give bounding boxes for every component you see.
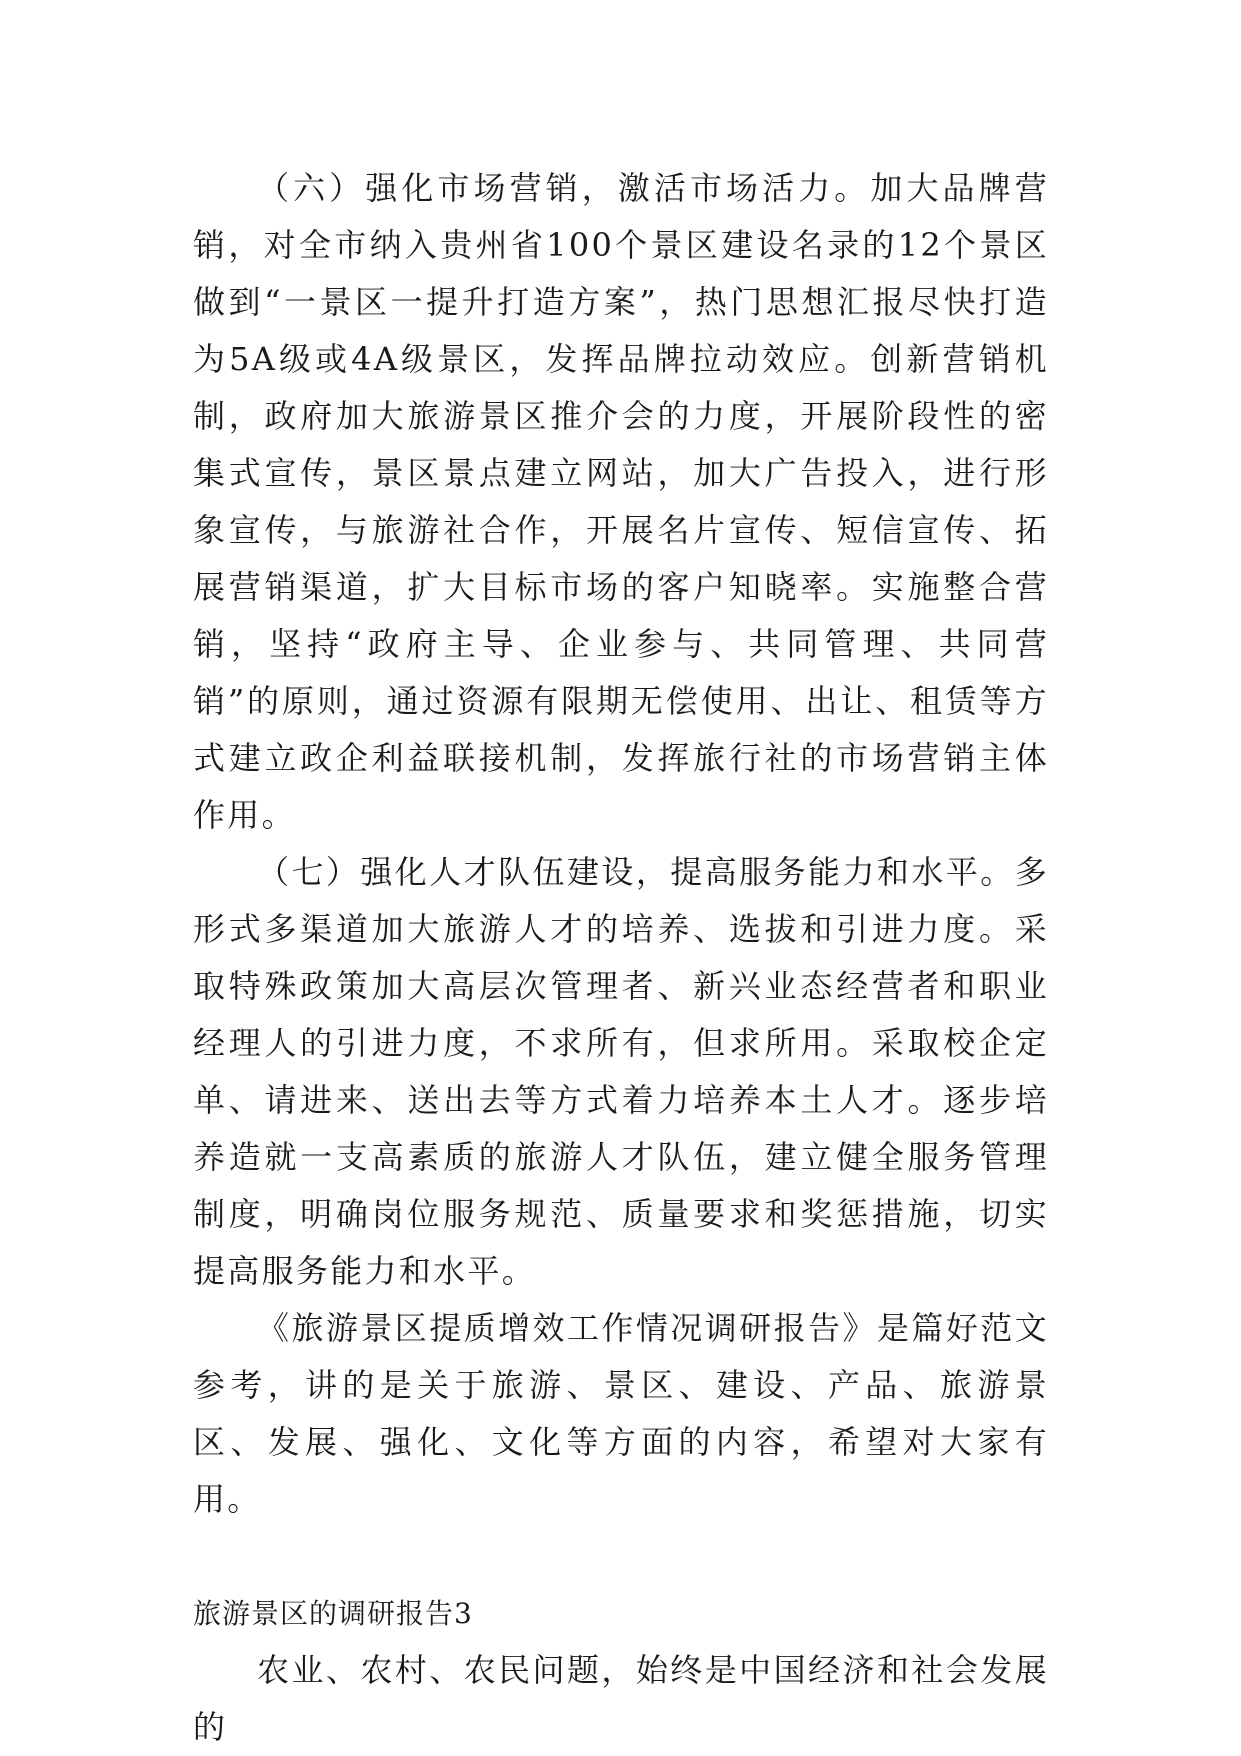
section-heading: 旅游景区的调研报告3 xyxy=(193,1597,473,1630)
paragraph-talent: （七）强化人才队伍建设，提高服务能力和水平。多形式多渠道加大旅游人才的培养、选拔和引进力度。采取特殊政策加大高层次管理者、新兴业态经营者和职业经理人的引进力度，不求所有，但求所用。采取校企定单、请进来、送出去等方式着力培养本土人才。逐步培养造就一支高素质的旅游人才队伍，建立健全服务管理制度，明确岗位服务规范、质量要求和奖惩措施，切实提高服务能力和水平。 xyxy=(193,853,1049,1290)
paragraph-marketing: （六）强化市场营销，激活市场活力。加大品牌营销，对全市纳入贵州省100个景区建设名录的12个景区做到“一景区一提升打造方案”，热门思想汇报尽快打造为5A级或4A级景区，发挥品牌拉动效应。创新营销机制，政府加大旅游景区推介会的力度，开展阶段性的密集式宣传，景区景点建立网站，加大广告投入，进行形象宣传，与旅游社合作，开展名片宣传、短信宣传、拓展营销渠道，扩大目标市场的客户知晓率。实施整合营销，坚持“政府主导、企业参与、共同管理、共同营销”的原则，通过资源有限期无偿使用、出让、租赁等方式建立政企利益联接机制，发挥旅行社的市场营销主体作用。 xyxy=(193,169,1049,834)
document-body xyxy=(193,160,1049,1756)
paragraph-agriculture: 农业、农村、农民问题，始终是中国经济和社会发展的 xyxy=(193,1651,1049,1746)
paragraph-summary: 《旅游景区提质增效工作情况调研报告》是篇好范文参考，讲的是关于旅游、景区、建设、产品、旅游景区、发展、强化、文化等方面的内容，希望对大家有用。 xyxy=(193,1309,1049,1518)
